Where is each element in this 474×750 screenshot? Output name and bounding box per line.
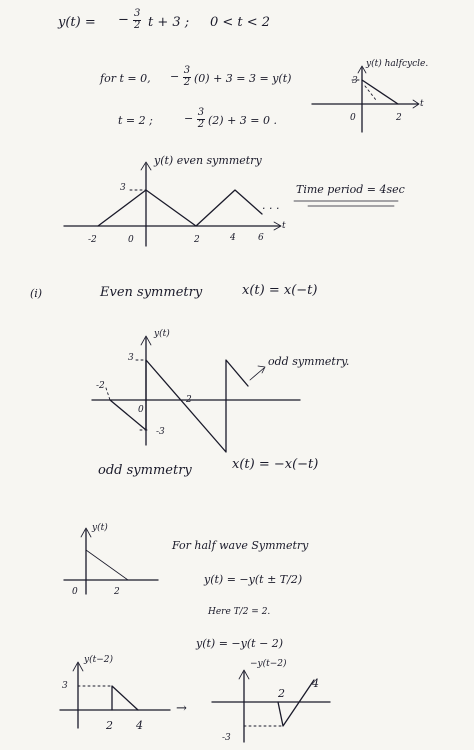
halfwave-x-tick-1: 2 [114, 587, 120, 597]
eq2-frac-num: 3 [183, 65, 191, 76]
odd-def-formula: x(t) = −x(−t) [232, 457, 319, 472]
shift-x-tick-0: 2 [106, 719, 113, 732]
neg-y-tick: -3 [222, 733, 231, 743]
even-label: y(t) even symmetry [154, 154, 262, 167]
neg-label: −y(t−2) [250, 659, 287, 669]
eq2-minus: − [170, 70, 180, 83]
eq1-frac-den: 2 [134, 19, 141, 31]
section-i-text: Even symmetry [100, 285, 203, 300]
halfcycle-x-arrow-label: t [420, 99, 424, 109]
eq3-minus: − [184, 112, 194, 125]
odd-y-tick-top: 3 [128, 353, 134, 363]
halfcycle-y-tick: 3 [352, 76, 358, 86]
odd-x-tick-0: -2 [96, 381, 105, 391]
halfwave-formula-1: y(t) = −y(t ± T/2) [204, 573, 303, 586]
eq1-lhs: y(t) = [58, 15, 96, 30]
eq3-frac-num: 3 [197, 107, 205, 118]
halfwave-label: y(t) [92, 523, 108, 533]
halfcycle-x-tick-0: 0 [350, 113, 356, 123]
odd-annotation: odd symmetry. [268, 355, 350, 368]
halfwave-title: For half wave Symmetry [172, 539, 309, 552]
shift-y-tick: 3 [62, 681, 68, 691]
even-x-tick-1: 0 [128, 235, 134, 245]
eq1-frac-num: 3 [134, 8, 141, 19]
even-y-tick: 3 [120, 183, 126, 193]
halfcycle-x-tick-1: 2 [396, 113, 402, 123]
halfcycle-label: y(t) halfcycle. [366, 59, 429, 69]
eq2-prefix: for t = 0, [100, 72, 151, 85]
neg-x-tick-0: 2 [278, 687, 285, 700]
time-period: Time period = 4sec [296, 183, 405, 196]
shift-x-tick-1: 4 [136, 719, 143, 732]
odd-def-text: odd symmetry [98, 463, 192, 478]
even-x-tick-4: 6 [258, 233, 264, 243]
eq1-rest: t + 3 ; [148, 15, 190, 30]
eq1-condition: 0 < t < 2 [210, 15, 271, 30]
halfwave-formula-2: Here T/2 = 2. [208, 607, 271, 617]
section-i-marker: (i) [30, 287, 43, 300]
eq3-rest: (2) + 3 = 0 . [208, 114, 277, 127]
eq3-frac-den: 2 [197, 118, 205, 130]
odd-y-tick-bottom: -3 [156, 427, 165, 437]
even-x-tick-3: 4 [230, 233, 236, 243]
arrow-between: → [176, 701, 187, 716]
even-x-tick-0: -2 [88, 235, 97, 245]
eq1-minus: − [118, 12, 129, 28]
even-continuation-dots: . . . [262, 199, 280, 212]
eq2-rest: (0) + 3 = 3 = y(t) [194, 72, 292, 85]
halfwave-formula-3: y(t) = −y(t − 2) [196, 637, 284, 650]
eq2-frac-den: 2 [183, 76, 191, 88]
neg-x-tick-1: 4 [312, 677, 319, 690]
odd-x-tick-2: 2 [186, 395, 192, 405]
odd-label: y(t) [154, 329, 170, 339]
odd-x-tick-1: 0 [138, 405, 144, 415]
even-x-arrow-label: t [282, 221, 286, 231]
shift-label: y(t−2) [84, 655, 113, 665]
even-x-tick-2: 2 [194, 235, 200, 245]
eq3-prefix: t = 2 ; [118, 114, 153, 127]
section-i-formula: x(t) = x(−t) [242, 283, 318, 298]
halfwave-x-tick-0: 0 [72, 587, 78, 597]
